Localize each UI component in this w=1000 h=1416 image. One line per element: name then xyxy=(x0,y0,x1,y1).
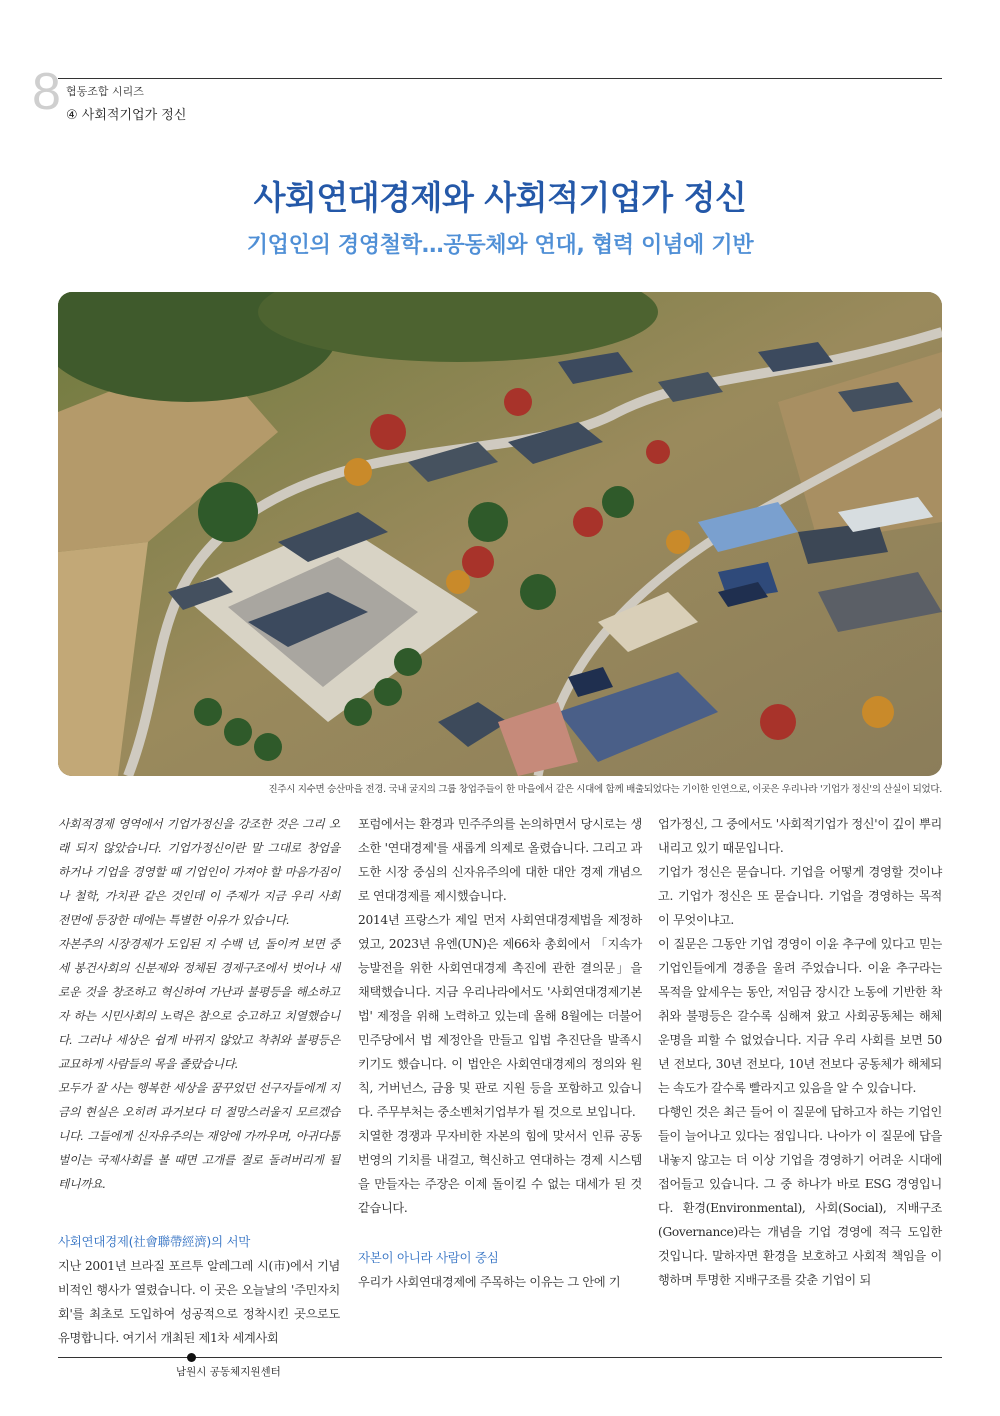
body-paragraph: 기업가 정신은 묻습니다. 기업을 어떻게 경영할 것이냐고. 기업가 정신은 또 묻습니다. 기업을 경영하는 목적이 무엇이냐고. xyxy=(658,865,942,927)
intro-paragraph: 자본주의 시장경제가 도입된 지 수백 년, 돌이켜 보면 중세 봉건사회의 신분제와 정체된 경제구조에서 벗어나 새로운 것을 창조하고 혁신하여 가난과 불평등을 해소하고자 하는 시민사회의 노력은 참으로 숭고하고 치열했습니다. 그러나 세상은 쉽게 바뀌지 않았고 착취와 불평등은 교묘하게 사람들의 목을 졸랐습니다. xyxy=(58,937,340,1071)
body-paragraph: 다행인 것은 최근 들어 이 질문에 답하고자 하는 기업인들이 늘어나고 있다는 점입니다. 나아가 이 질문에 답을 내놓지 않고는 더 이상 기업을 경영하기 어려운 시대에 접어들고 있습니다. 그 중 하나가 바로 ESG 경영입니다. 환경(Environmental), 사회(Social), 지배구조(Governance)라는 개념을 기업 경영에 적극 도입한 것입니다. 말하자면 환경을 보호하고 사회적 책임을 이행하며 투명한 지배구조를 갖춘 기업이 되 xyxy=(658,1105,942,1287)
photo-caption: 진주시 지수면 승산마을 전경. 국내 굴지의 그룹 창업주들이 한 마을에서 같은 시대에 함께 배출되었다는 기이한 인연으로, 이곳은 우리나라 '기업가 정신'의 산실이 되었다. xyxy=(268,784,942,795)
article-subtitle: 기업인의 경영철학…공동체와 연대, 협력 이념에 기반 xyxy=(246,233,754,258)
column-2 xyxy=(358,812,642,1294)
series-subtitle: ④ 사회적기업가 정신 xyxy=(66,108,187,123)
intro-block xyxy=(58,812,340,1196)
column-1 xyxy=(58,812,340,1350)
series-label: 협동조합 시리즈 xyxy=(66,85,144,98)
bullet-dot-icon xyxy=(187,1353,196,1362)
intro-paragraph: 모두가 잘 사는 행복한 세상을 꿈꾸었던 선구자들에게 지금의 현실은 오히려 과거보다 더 절망스러울지 모르겠습니다. 그들에게 신자유주의는 재앙에 가까우며, 아귀다툼 벌이는 국제사회를 볼 때면 고개를 절로 돌려버리게 될 테니까요. xyxy=(58,1081,340,1191)
body-paragraph: 우리가 사회연대경제에 주목하는 이유는 그 안에 기 xyxy=(358,1275,621,1289)
article-title: 사회연대경제와 사회적기업가 정신 xyxy=(253,178,747,217)
section-heading: 사회연대경제(社會聯帶經濟)의 서막 xyxy=(58,1234,251,1249)
body-paragraph: 2014년 프랑스가 제일 먼저 사회연대경제법을 제정하였고, 2023년 유엔(UN)은 제66차 총회에서 「지속가능발전을 위한 사회연대경제 촉진에 관한 결의문」을 채택했습니다. 지금 우리나라에서도 '사회연대경제기본법' 제정을 위해 노력하고 있는데 올해 8월에는 더불어민주당에서 법 제정안을 만들고 입법 추진단을 발족시키기도 했습니다. 이 법안은 사회연대경제의 정의와 원칙, 거버넌스, 금융 및 판로 지원 등을 포함하고 있습니다. 주무부처는 중소벤처기업부가 될 것으로 보입니다. xyxy=(358,913,642,1119)
body-paragraph: 지난 2001년 브라질 포르투 알레그레 시(市)에서 기념비적인 행사가 열렸습니다. 이 곳은 오늘날의 '주민자치회'를 최초로 도입하여 성공적으로 정착시킨 곳으로도 유명합니다. 여기서 개최된 제1차 세계사회 xyxy=(58,1259,340,1345)
top-rule xyxy=(58,78,942,79)
village-aerial-photo xyxy=(58,292,942,776)
body-paragraph: 포럼에서는 환경과 민주주의를 논의하면서 당시로는 생소한 '연대경제'를 새롭게 의제로 올렸습니다. 그리고 과도한 시장 중심의 신자유주의에 대한 대안 경제 개념으로 연대경제를 제시했습니다. xyxy=(358,817,642,903)
body-paragraph: 이 질문은 그동안 기업 경영이 이윤 추구에 있다고 믿는 기업인들에게 경종을 울려 주었습니다. 이윤 추구라는 목적을 앞세우는 동안, 저임금 장시간 노동에 기반한 착취와 불평등은 갈수록 심해져 왔고 사회공동체는 해체 운명을 피할 수 없었습니다. 지금 우리 사회를 보면 50년 전보다, 30년 전보다, 10년 전보다 공동체가 해체되는 속도가 갈수록 빨라지고 있음을 알 수 있습니다. xyxy=(658,937,942,1095)
section-heading: 자본이 아니라 사람이 중심 xyxy=(358,1250,499,1265)
column-3 xyxy=(658,812,942,1292)
intro-paragraph: 사회적경제 영역에서 기업가정신을 강조한 것은 그리 오래 되지 않았습니다. 기업가정신이란 말 그대로 창업을 하거나 기업을 경영할 때 기업인이 가져야 할 마음가짐이나 철학, 가치관 같은 것인데 이 주제가 지금 우리 사회 전면에 등장한 데에는 특별한 이유가 있습니다. xyxy=(58,817,340,927)
footer-organization: 남원시 공동체지원센터 xyxy=(176,1366,281,1378)
page-number: 8 xyxy=(32,63,61,121)
body-paragraph: 치열한 경쟁과 무자비한 자본의 힘에 맞서서 인류 공동 번영의 기치를 내걸고, 혁신하고 연대하는 경제 시스템을 만들자는 주장은 이제 돌이킬 수 없는 대세가 된 것 같습니다. xyxy=(358,1129,642,1215)
body-paragraph: 업가정신, 그 중에서도 '사회적기업가 정신'이 깊이 뿌리내리고 있기 때문입니다. xyxy=(658,817,942,855)
